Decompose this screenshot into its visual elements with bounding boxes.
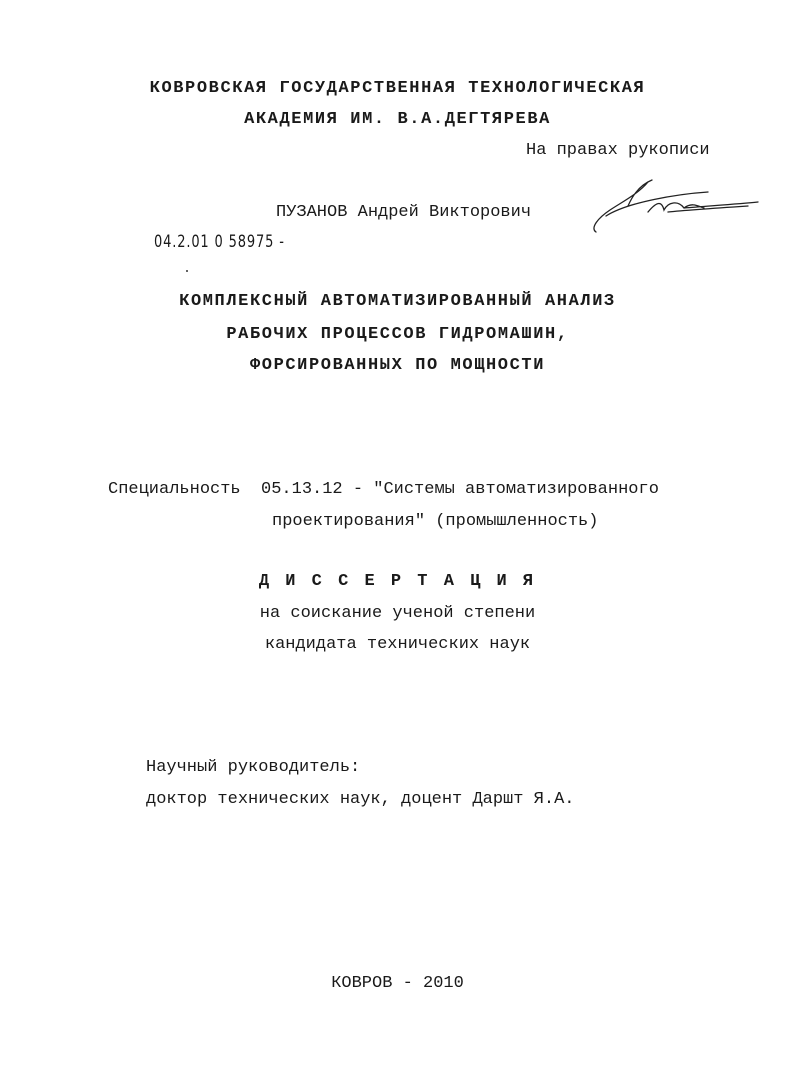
city-year: КОВРОВ - 2010 xyxy=(331,974,464,993)
author-signature-icon xyxy=(588,172,760,244)
specialty-line-1: Специальность 05.13.12 - "Системы автоматизированного xyxy=(108,480,659,499)
ink-dot xyxy=(186,270,188,272)
title-line-1: КОМПЛЕКСНЫЙ АВТОМАТИЗИРОВАННЫЙ АНАЛИЗ xyxy=(179,292,616,311)
institution-line-1: КОВРОВСКАЯ ГОСУДАРСТВЕННАЯ ТЕХНОЛОГИЧЕСКАЯ xyxy=(149,79,646,98)
institution-line-2: АКАДЕМИЯ ИМ. В.А.ДЕГТЯРЕВА xyxy=(244,110,551,129)
rights-note: На правах рукописи xyxy=(526,141,710,160)
degree-line-2: кандидата технических наук xyxy=(264,635,531,654)
registration-stamp: 04.2.01 0 58975 - xyxy=(154,232,285,252)
specialty-line-2: проектирования" (промышленность) xyxy=(272,512,599,531)
degree-line-1: на соискание ученой степени xyxy=(259,604,536,623)
title-line-3: ФОРСИРОВАННЫХ ПО МОЩНОСТИ xyxy=(249,356,546,375)
author-name: ПУЗАНОВ Андрей Викторович xyxy=(276,203,532,222)
title-line-2: РАБОЧИХ ПРОЦЕССОВ ГИДРОМАШИН, xyxy=(226,325,569,344)
supervisor-name: доктор технических наук, доцент Даршт Я.А. xyxy=(146,790,575,809)
dissertation-heading: Д И С С Е Р Т А Ц И Я xyxy=(258,572,537,591)
supervisor-label: Научный руководитель: xyxy=(146,758,361,777)
